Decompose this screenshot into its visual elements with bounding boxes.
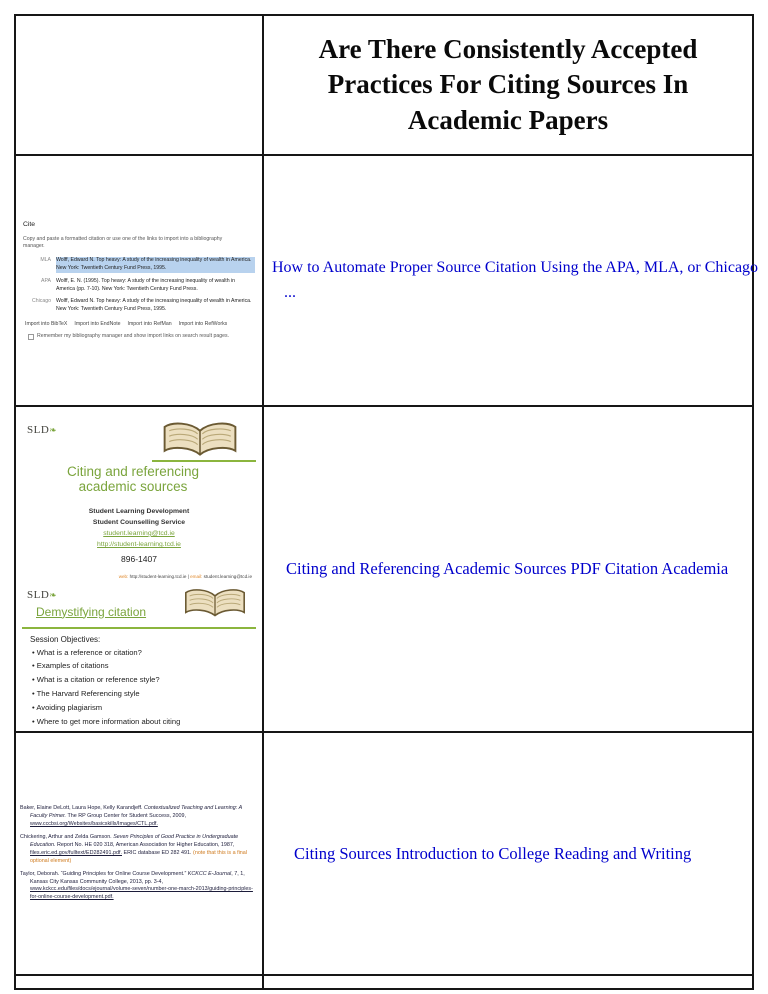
page-title: Are There Consistently Accepted Practices For Citing Sources In Academic Papers xyxy=(318,33,698,135)
citation-style-row-apa xyxy=(23,278,255,294)
bullet-item-clipped: • Where to get more information about citing xyxy=(32,717,254,726)
slide-title: Citing and referencing academic sources xyxy=(66,463,200,495)
footer-web-label: web: xyxy=(118,573,129,579)
ref-url: www.cccbsi.org/Websites/basicskills/Images/CTL.pdf. xyxy=(30,820,158,827)
open-book-clipart xyxy=(160,420,240,460)
ref-title: Seven Principles of Good Practice in Undergraduate Education. xyxy=(30,834,239,848)
thumbnail-slide-demystifying-citation[interactable] xyxy=(22,585,256,727)
objectives-bullet-list xyxy=(32,648,254,732)
org-line-1: Student Learning Development xyxy=(88,507,190,515)
cite-dialog-instructions: Copy and paste a formatted citation or use one of the links to import into a bibliography manager. xyxy=(23,235,223,250)
result-row-3 xyxy=(16,731,752,974)
ref-note: (note that this is a final optional element) xyxy=(30,849,247,864)
result-row-2 xyxy=(16,405,752,731)
leaf-icon: ❧ xyxy=(49,424,58,435)
ref-title: Contextualized Teaching and Learning: A Faculty Primer. xyxy=(30,805,242,820)
ref-title: KCKCC E-Journal xyxy=(187,870,232,877)
slide-title: Demystifying citation xyxy=(36,604,147,619)
result-row-4-partial xyxy=(16,974,752,988)
green-divider xyxy=(22,627,256,630)
footer-email-label: email: xyxy=(190,573,203,579)
remember-checkbox xyxy=(28,334,34,340)
header-right-cell xyxy=(264,16,752,154)
ref-authors: Taylor, Deborah. “Guiding Principles for Online Course Development.” xyxy=(20,870,188,877)
citation-text-highlighted: Wolff, Edward N. Top heavy: A study of the increasing inequality of wealth in America. New York: Twentieth Century Fund Press, 1995. xyxy=(56,257,255,273)
url-link: http://student-learning.tcd.ie xyxy=(97,541,181,549)
result-link-2[interactable]: Citing and Referencing Academic Sources PDF Citation Academia xyxy=(286,559,729,579)
citation-text: Wolff, E. N. (1995). Top heavy: A study of the increasing inequality of wealth in America (pp. 7-10). New York: Twentieth Century Fund Press. xyxy=(56,277,236,292)
citation-text: Wolff, Edward N. Top heavy: A study of the increasing inequality of wealth in America. New York: Twentieth Century Fund Press, 1995. xyxy=(56,298,252,313)
header-left-cell xyxy=(16,16,264,154)
slide-footer xyxy=(119,574,252,579)
remember-label: Remember my bibliography manager and show import links on search result pages. xyxy=(37,332,230,339)
green-divider xyxy=(152,460,256,462)
result-row-1-thumbnail-cell xyxy=(16,156,264,405)
citation-style-row-chicago xyxy=(23,298,255,314)
ref-database: ERIC database ED 282 491. xyxy=(122,849,194,856)
sld-logo-text: SLD xyxy=(27,423,50,436)
thumbnail-references-list[interactable] xyxy=(20,800,258,907)
reference-entry xyxy=(20,805,258,828)
open-book-clipart xyxy=(182,587,248,620)
bullet-item: • What is a reference or citation? xyxy=(32,648,254,657)
ref-authors: Baker, Elaine DeLott, Laura Hope, Kelly Karandjeff. xyxy=(20,805,144,812)
email-link: student.learning@tcd.ie xyxy=(103,529,175,537)
phone-number: 896-1407 xyxy=(121,554,157,565)
cite-dialog-title: Cite xyxy=(23,221,36,229)
document-table xyxy=(14,14,759,990)
reference-entry xyxy=(20,871,258,902)
org-line-2: Student Counselling Service xyxy=(92,518,186,526)
result-link-3[interactable]: Citing Sources Introduction to College Reading and Writing xyxy=(294,843,692,863)
thumbnail-slide-citing-referencing[interactable] xyxy=(22,418,256,582)
result-row-2-thumbnail-cell xyxy=(16,407,264,731)
bullet-item: • What is a citation or reference style? xyxy=(32,675,254,684)
citation-style-label: APA xyxy=(41,277,51,284)
result-link-1[interactable] xyxy=(272,256,758,306)
reference-entry xyxy=(20,834,258,865)
import-refman-link: Import into RefMan xyxy=(127,320,172,327)
import-bibtex-link: Import into BibTeX xyxy=(25,320,68,327)
sld-logo xyxy=(27,589,57,601)
citation-style-label: Chicago xyxy=(31,298,51,305)
result-row-1-caption-cell xyxy=(264,156,758,405)
sld-logo xyxy=(27,424,57,436)
sld-logo-text: SLD xyxy=(27,588,50,601)
ref-publisher: Report No. HE 020 318, American Association for Higher Education, 1987, xyxy=(55,841,235,848)
import-refworks-link: Import into RefWorks xyxy=(178,320,228,327)
result-link-1-ellipsis: ... xyxy=(284,283,296,301)
bullet-item: • Avoiding plagiarism xyxy=(32,703,254,712)
ref-publisher: , 7, 1, Kansas City Kansas Community College, 2013, pp. 3-4, xyxy=(30,870,245,885)
ref-url: files.eric.ed.gov/fulltext/ED282491.pdf. xyxy=(30,849,122,856)
citation-style-label: MLA xyxy=(40,257,51,264)
footer-email: student.learning@tcd.ie xyxy=(202,573,252,579)
result-link-1-text: How to Automate Proper Source Citation Using the APA, MLA, or Chicago xyxy=(272,258,759,276)
session-objectives-label: Session Objectives: xyxy=(30,634,101,644)
result-row-4-thumbnail-cell xyxy=(16,976,264,988)
footer-url: http://student-learning.tcd.ie | xyxy=(128,573,191,579)
thumbnail-cite-dialog[interactable] xyxy=(21,218,257,342)
bullet-item: • Examples of citations xyxy=(32,661,254,670)
ref-url: www.kckcc.edu/files/docs/ejournal/volume-seven/number-one-march-2013/guiding-principles-for-online-course-development.pdf. xyxy=(30,886,253,901)
ref-publisher: The RP Group Center for Student Success, 2009, xyxy=(66,813,187,820)
bullet-item: • The Harvard Referencing style xyxy=(32,689,254,698)
remember-option-row xyxy=(28,333,238,341)
slide-contact-block xyxy=(22,506,256,567)
result-row-3-caption-cell xyxy=(264,733,752,974)
result-row-3-thumbnail-cell xyxy=(16,733,264,974)
header-row xyxy=(16,16,752,154)
leaf-icon: ❧ xyxy=(49,589,58,600)
citation-style-row-mla xyxy=(23,257,255,273)
result-row-2-caption-cell xyxy=(264,407,752,731)
result-row-4-caption-cell xyxy=(264,976,752,988)
import-links-row xyxy=(25,321,255,329)
ref-authors: Chickering, Arthur and Zelda Gamson. xyxy=(20,834,114,841)
result-row-1 xyxy=(16,154,759,405)
import-endnote-link: Import into EndNote xyxy=(74,320,121,327)
